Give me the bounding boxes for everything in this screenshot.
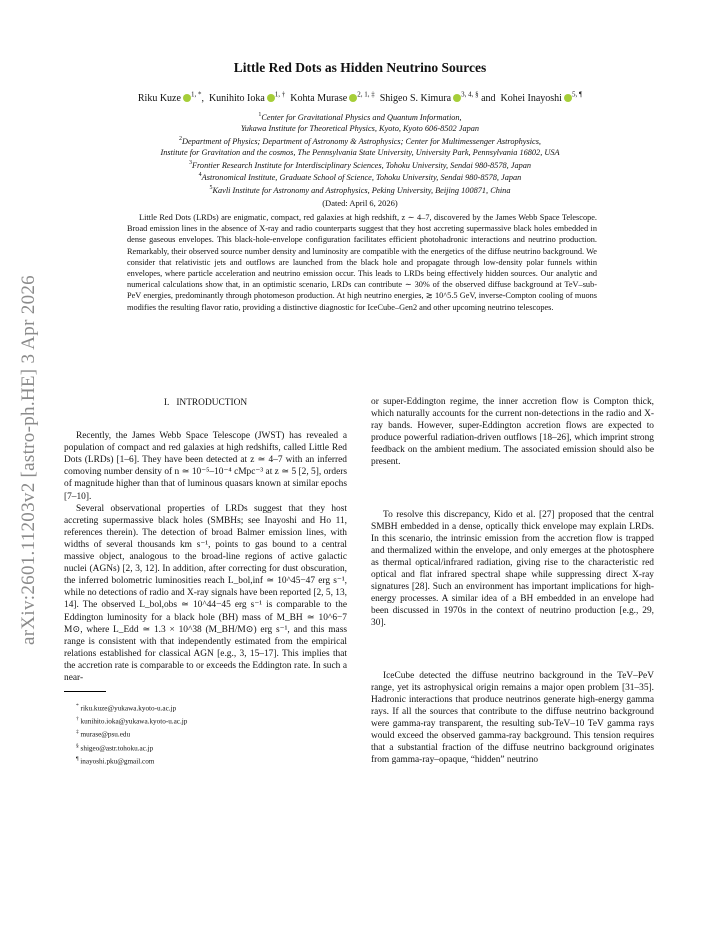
affiliation-line: $^3$Frontier Research Institute for Interdisciplinary Sciences, Tohoku University, Sendai 980-8578, Japan xyxy=(188,159,532,170)
footnote: § shigeo@astr.tohoku.ac.jp xyxy=(76,742,154,753)
body-paragraph: or super-Eddington regime, the inner accretion flow is Compton thick, which naturally accounts for the current non-detections in the radio and X-ray bands. However, super-Eddington accretion flows are expected to produce powerful radiation-driven outflows [18–26], which imprint strong feedback on the ambient medium. The associated emission should also be present. xyxy=(371,397,654,468)
affiliation-line: $^1$Center for Gravitational Physics and Quantum Information, xyxy=(258,112,462,122)
author: Kunihito Ioka $^{1, \dagger}$ xyxy=(208,91,286,105)
author: Shigeo S. Kimura $^{3, 4, \S}$ and xyxy=(379,91,499,105)
left-column xyxy=(64,396,347,767)
orcid-icon[interactable] xyxy=(564,94,572,102)
orcid-icon[interactable] xyxy=(267,94,275,102)
affiliations xyxy=(0,110,720,196)
section-heading xyxy=(64,397,347,409)
author: Kohei Inayoshi $^{5, \P}$ xyxy=(500,91,583,105)
affiliation-line: Institute for Gravitation and the cosmos, The Pennsylvania State University, University Park, Pennsylvania 16802, USA xyxy=(160,147,560,157)
body-paragraph: Recently, the James Webb Space Telescope (JWST) has revealed a population of compact and red galaxies at high redshifts, called Little Red Dots (LRDs) [1–6]. They have been detected at z ≃ 4–7 with an inferred comoving number density of n ≃ 10⁻⁵–10⁻⁴ cMpc⁻³ at z ≃ 5 [2, 5], orders of magnitude higher than that of luminous quasars known at similar epochs [7–10]. xyxy=(64,431,347,502)
footnote: † kunihito.ioka@yukawa.kyoto-u.ac.jp xyxy=(76,716,188,726)
body-paragraph: Several observational properties of LRDs suggest that they host accreting supermassive black holes (SMBHs; see Inayoshi and Ho 11, references therein). The detection of broad Balmer emission lines, with widths of several thousands km s⁻¹, points to gas bound to a central massive object, analogous to the broad-line regions of active galactic nuclei (AGNs) [2, 3, 12]. In addition, after correcting for dust obscuration, the inferred bolometric luminosities reach L_bol,inf ≃ 10^45−47 erg s⁻¹, while no detections of radio and X-ray signals have been reported [2, 5, 13, 14]. The observed L_bol,obs ≃ 10^44−45 erg s⁻¹ is comparable to the Eddington luminosity for a black hole (BH) mass of M_BH ≃ 10^6−7 M⊙, where L_Edd ≃ 1.3 × 10^38 (M_BH/M⊙) erg s⁻¹, and this mass range is consistent with that independently estimated from the empirical relations established for classical AGN [e.g., 3, 15–17]. This implies that the accretion rate is comparable to or exceeds the Eddington rate. In such a near- xyxy=(64,503,347,683)
affiliation-line: Yukawa Institute for Theoretical Physics, Kyoto, Kyoto 606-8502 Japan xyxy=(240,123,480,133)
footnotes xyxy=(64,701,347,767)
footnote: ¶ inayoshi.pku@gmail.com xyxy=(76,755,155,766)
dated-line: (Dated: April 6, 2026) xyxy=(322,198,398,208)
affiliation-line: $^5$Kavli Institute for Astronomy and Astrophysics, Peking University, Beijing 100871, China xyxy=(209,185,511,195)
author: Kohta Murase $^{2, 1, \ddagger}$ xyxy=(290,91,375,105)
arxiv-stamp xyxy=(14,230,44,690)
orcid-icon[interactable] xyxy=(453,94,461,102)
orcid-icon[interactable] xyxy=(349,94,357,102)
footnote: ‡ murase@psu.edu xyxy=(76,729,131,739)
section-number: I. xyxy=(163,398,170,408)
abstract: Little Red Dots (LRDs) are enigmatic, compact, red galaxies at high redshift, z ∼ 4–7, discovered by the James Webb Space Telescope. Broad emission lines in the absence of X-ray and radio counterparts suggest that they host accreting supermassive black holes embedded in dense gaseous envelopes. This black-hole-envelope configuration facilitates efficient photohadronic interactions and neutrino production. Remarkably, their observed source number density and luminosity are compatible with the energetics of the diffuse neutrino background. We consider that relativistic jets and outflows are launched from the black hole and propagate through low-density polar funnels within envelopes, where particle acceleration and neutrino emission occur. This leads to LRDs being effectively hidden sources. Our analytic and numerical calculations show that, in an optimistic scenario, LRDs can contribute ∼ 30% of the observed diffuse background at TeV–sub-PeV energies, predominantly through photomeson production. At high neutrino energies, ≳ 10^5.5 GeV, inverse-Compton cooling of muons modifies the resulting flavor ratio, providing a distinctive diagnostic for IceCube–Gen2 and other upcoming neutrino telescopes. xyxy=(127,213,597,312)
author-list xyxy=(0,91,720,104)
footnote-email[interactable]: riku.kuze@yukawa.kyoto-u.ac.jp xyxy=(80,704,177,713)
footnote: * riku.kuze@yukawa.kyoto-u.ac.jp xyxy=(76,703,177,713)
right-column xyxy=(371,396,654,766)
body-paragraph: To resolve this discrepancy, Kido et al. [27] proposed that the central SMBH embedded in a dense, optically thick envelope may explain LRDs. In this scenario, the intrinsic emission from the accretion flow is trapped and thermalized within the envelope, and only emerges at the photosphere as thermal optical/infrared radiation, giving rise to the characteristic red optical and flat infrared spectral shape while suppressing direct X-ray signatures [28]. Such an environment has important implications for high-energy processes. A similar idea of a BH embedded in an envelope had been discussed in 1970s in the context of neutrino production [e.g., 29, 30]. xyxy=(371,509,654,629)
affiliation-line: $^2$Department of Physics; Department of Astronomy & Astrophysics; Center for Multimessenger Astrophysics, xyxy=(178,135,542,146)
footnote-email[interactable]: shigeo@astr.tohoku.ac.jp xyxy=(80,744,154,753)
author: Riku Kuze $^{1, *}$, xyxy=(137,91,207,105)
footnote-email[interactable]: kunihito.ioka@yukawa.kyoto-u.ac.jp xyxy=(80,717,188,726)
footnote-email[interactable]: inayoshi.pku@gmail.com xyxy=(80,757,155,766)
footnote-email[interactable]: murase@psu.edu xyxy=(80,730,131,739)
paper-title: Little Red Dots as Hidden Neutrino Sources xyxy=(233,60,487,75)
affiliation-line: $^4$Astronomical Institute, Graduate School of Science, Tohoku University, Sendai 980-8578, Japan xyxy=(198,172,522,183)
orcid-icon[interactable] xyxy=(183,94,191,102)
arxiv-id: arXiv:2601.11203v2 [astro-ph.HE] 3 Apr 2026 xyxy=(18,275,39,645)
body-paragraph: IceCube detected the diffuse neutrino background in the TeV–PeV range, yet its astrophysical origin remains a major open problem [31–35]. Hadronic interactions that produce neutrinos generate high-energy gamma rays. If all the sources that contribute to the diffuse neutrino background were gamma-ray transparent, the resulting sub-TeV–10 TeV gamma rays would exceed the observed gamma-ray background. This tension requires that a substantial fraction of the diffuse neutrino background originates from gamma-ray–opaque, “hidden” neutrino xyxy=(371,670,654,766)
section-title: INTRODUCTION xyxy=(176,398,248,408)
footnote-rule xyxy=(64,691,106,692)
